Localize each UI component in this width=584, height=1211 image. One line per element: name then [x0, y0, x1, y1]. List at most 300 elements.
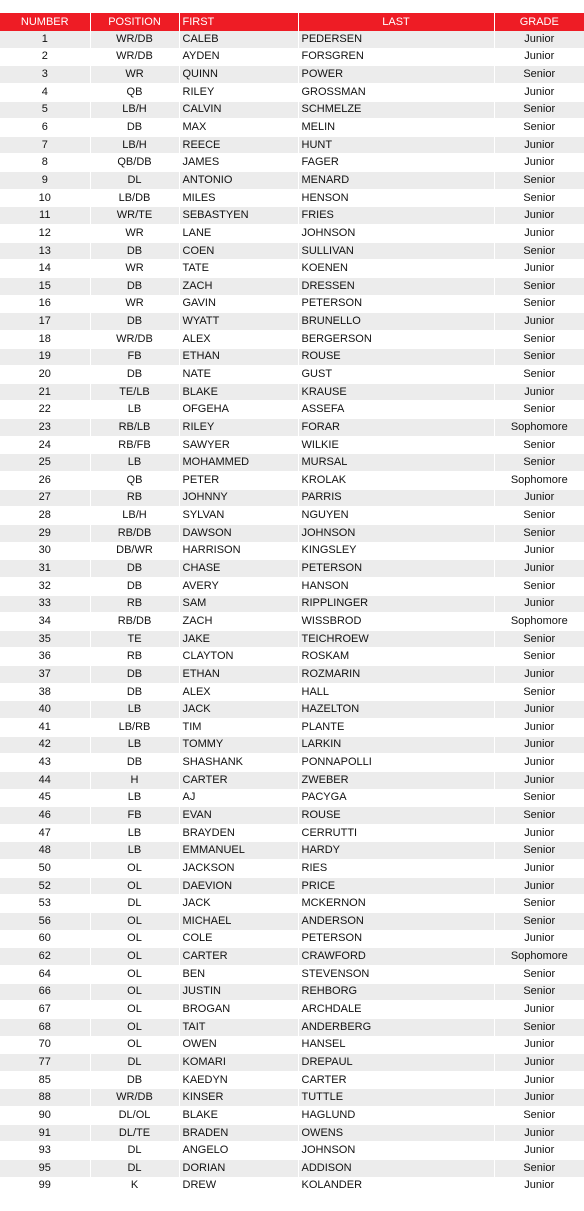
cell-last: PARRIS — [298, 489, 494, 507]
cell-last: DREPAUL — [298, 1054, 494, 1072]
cell-number: 43 — [0, 754, 90, 772]
table-row — [0, 454, 584, 472]
table-row — [0, 736, 584, 754]
table-row — [0, 419, 584, 437]
cell-first: BLAKE — [179, 383, 298, 401]
cell-last: HARDY — [298, 842, 494, 860]
table-row — [0, 83, 584, 101]
cell-first: ETHAN — [179, 348, 298, 366]
cell-position: OL — [90, 913, 179, 931]
cell-number: 20 — [0, 366, 90, 384]
cell-number: 34 — [0, 613, 90, 631]
table-row — [0, 965, 584, 983]
cell-last: FORSGREN — [298, 48, 494, 66]
cell-number: 1 — [0, 31, 90, 48]
cell-grade: Junior — [494, 1124, 584, 1142]
cell-last: CARTER — [298, 1071, 494, 1089]
table-row — [0, 807, 584, 825]
cell-grade: Junior — [494, 701, 584, 719]
cell-number: 12 — [0, 225, 90, 243]
cell-position: FB — [90, 348, 179, 366]
cell-position: WR/DB — [90, 48, 179, 66]
cell-position: DL — [90, 1054, 179, 1072]
cell-number: 24 — [0, 436, 90, 454]
cell-grade: Junior — [494, 930, 584, 948]
cell-first: ZACH — [179, 613, 298, 631]
header-row — [0, 13, 584, 31]
cell-grade: Senior — [494, 789, 584, 807]
cell-grade: Junior — [494, 1036, 584, 1054]
cell-first: JAKE — [179, 630, 298, 648]
cell-number: 33 — [0, 595, 90, 613]
cell-number: 15 — [0, 277, 90, 295]
cell-first: SHASHANK — [179, 754, 298, 772]
cell-position: LB — [90, 789, 179, 807]
cell-position: LB/H — [90, 101, 179, 119]
cell-grade: Junior — [494, 48, 584, 66]
cell-number: 18 — [0, 330, 90, 348]
cell-number: 8 — [0, 154, 90, 172]
cell-first: TAIT — [179, 1018, 298, 1036]
cell-number: 28 — [0, 507, 90, 525]
cell-grade: Senior — [494, 913, 584, 931]
cell-position: H — [90, 771, 179, 789]
cell-number: 62 — [0, 948, 90, 966]
cell-grade: Senior — [494, 842, 584, 860]
cell-position: OL — [90, 948, 179, 966]
cell-position: WR/DB — [90, 330, 179, 348]
cell-grade: Senior — [494, 1107, 584, 1125]
cell-last: MENARD — [298, 172, 494, 190]
cell-position: WR — [90, 260, 179, 278]
cell-first: AVERY — [179, 577, 298, 595]
cell-grade: Senior — [494, 524, 584, 542]
cell-position: DL/TE — [90, 1124, 179, 1142]
cell-grade: Junior — [494, 860, 584, 878]
cell-number: 13 — [0, 242, 90, 260]
cell-number: 3 — [0, 66, 90, 84]
cell-last: GUST — [298, 366, 494, 384]
cell-last: BRUNELLO — [298, 313, 494, 331]
cell-last: HANSEL — [298, 1036, 494, 1054]
cell-first: BRAYDEN — [179, 824, 298, 842]
table-row — [0, 683, 584, 701]
cell-last: TUTTLE — [298, 1089, 494, 1107]
cell-position: K — [90, 1177, 179, 1195]
cell-number: 37 — [0, 666, 90, 684]
cell-grade: Senior — [494, 366, 584, 384]
cell-first: EMMANUEL — [179, 842, 298, 860]
cell-first: ANTONIO — [179, 172, 298, 190]
cell-number: 44 — [0, 771, 90, 789]
cell-first: DAWSON — [179, 524, 298, 542]
cell-position: DB — [90, 666, 179, 684]
table-row — [0, 295, 584, 313]
cell-grade: Junior — [494, 136, 584, 154]
table-row — [0, 472, 584, 490]
table-row — [0, 895, 584, 913]
table-row — [0, 313, 584, 331]
cell-first: SAWYER — [179, 436, 298, 454]
cell-grade: Sophomore — [494, 419, 584, 437]
cell-grade: Senior — [494, 807, 584, 825]
table-row — [0, 366, 584, 384]
cell-last: PEDERSEN — [298, 31, 494, 48]
table-row — [0, 860, 584, 878]
cell-number: 42 — [0, 736, 90, 754]
cell-grade: Junior — [494, 1001, 584, 1019]
cell-number: 21 — [0, 383, 90, 401]
table-row — [0, 101, 584, 119]
cell-number: 10 — [0, 189, 90, 207]
cell-position: RB/LB — [90, 419, 179, 437]
cell-position: DL — [90, 172, 179, 190]
cell-grade: Junior — [494, 154, 584, 172]
cell-position: RB — [90, 595, 179, 613]
cell-last: REHBORG — [298, 983, 494, 1001]
cell-number: 70 — [0, 1036, 90, 1054]
cell-number: 56 — [0, 913, 90, 931]
cell-first: CARTER — [179, 948, 298, 966]
cell-first: MAX — [179, 119, 298, 137]
cell-position: DB — [90, 119, 179, 137]
cell-number: 66 — [0, 983, 90, 1001]
header-grade: GRADE — [494, 13, 584, 31]
cell-number: 47 — [0, 824, 90, 842]
cell-last: FAGER — [298, 154, 494, 172]
cell-last: GROSSMAN — [298, 83, 494, 101]
table-row — [0, 1142, 584, 1160]
cell-position: LB — [90, 701, 179, 719]
cell-first: MOHAMMED — [179, 454, 298, 472]
cell-position: TE/LB — [90, 383, 179, 401]
cell-number: 64 — [0, 965, 90, 983]
table-row — [0, 877, 584, 895]
cell-grade: Senior — [494, 242, 584, 260]
cell-number: 22 — [0, 401, 90, 419]
table-row — [0, 524, 584, 542]
cell-first: ANGELO — [179, 1142, 298, 1160]
cell-grade: Junior — [494, 207, 584, 225]
cell-last: MURSAL — [298, 454, 494, 472]
cell-grade: Senior — [494, 454, 584, 472]
cell-grade: Junior — [494, 666, 584, 684]
cell-first: SEBASTYEN — [179, 207, 298, 225]
roster-header — [0, 13, 584, 31]
cell-position: DB — [90, 366, 179, 384]
cell-first: OWEN — [179, 1036, 298, 1054]
table-row — [0, 277, 584, 295]
table-row — [0, 630, 584, 648]
cell-position: RB/FB — [90, 436, 179, 454]
cell-last: PETERSON — [298, 295, 494, 313]
cell-grade: Senior — [494, 683, 584, 701]
cell-last: PACYGA — [298, 789, 494, 807]
table-row — [0, 648, 584, 666]
cell-number: 4 — [0, 83, 90, 101]
cell-first: ALEX — [179, 683, 298, 701]
cell-number: 38 — [0, 683, 90, 701]
cell-number: 9 — [0, 172, 90, 190]
cell-grade: Junior — [494, 754, 584, 772]
table-row — [0, 842, 584, 860]
table-row — [0, 771, 584, 789]
table-row — [0, 348, 584, 366]
table-row — [0, 189, 584, 207]
cell-number: 85 — [0, 1071, 90, 1089]
cell-position: FB — [90, 807, 179, 825]
roster-table — [0, 13, 584, 1195]
table-row — [0, 225, 584, 243]
table-row — [0, 383, 584, 401]
cell-number: 19 — [0, 348, 90, 366]
header-number: NUMBER — [0, 13, 90, 31]
cell-position: DB — [90, 577, 179, 595]
cell-position: OL — [90, 1001, 179, 1019]
cell-number: 31 — [0, 560, 90, 578]
table-row — [0, 242, 584, 260]
table-row — [0, 913, 584, 931]
cell-grade: Sophomore — [494, 472, 584, 490]
cell-last: MELIN — [298, 119, 494, 137]
table-row — [0, 948, 584, 966]
cell-grade: Senior — [494, 895, 584, 913]
cell-first: ALEX — [179, 330, 298, 348]
cell-last: PRICE — [298, 877, 494, 895]
table-row — [0, 1071, 584, 1089]
cell-first: JOHNNY — [179, 489, 298, 507]
cell-grade: Sophomore — [494, 613, 584, 631]
cell-first: JACK — [179, 895, 298, 913]
cell-number: 40 — [0, 701, 90, 719]
cell-grade: Senior — [494, 401, 584, 419]
cell-first: WYATT — [179, 313, 298, 331]
table-row — [0, 31, 584, 48]
cell-position: OL — [90, 930, 179, 948]
cell-position: LB — [90, 454, 179, 472]
cell-first: BEN — [179, 965, 298, 983]
header-position: POSITION — [90, 13, 179, 31]
cell-grade: Senior — [494, 330, 584, 348]
cell-position: RB — [90, 648, 179, 666]
cell-last: POWER — [298, 66, 494, 84]
cell-first: ETHAN — [179, 666, 298, 684]
cell-first: JAMES — [179, 154, 298, 172]
table-row — [0, 1160, 584, 1178]
cell-position: OL — [90, 1018, 179, 1036]
cell-first: LANE — [179, 225, 298, 243]
cell-position: DB/WR — [90, 542, 179, 560]
cell-grade: Senior — [494, 348, 584, 366]
cell-first: REECE — [179, 136, 298, 154]
cell-position: QB — [90, 83, 179, 101]
table-row — [0, 824, 584, 842]
cell-grade: Senior — [494, 66, 584, 84]
cell-position: WR — [90, 295, 179, 313]
cell-grade: Junior — [494, 718, 584, 736]
cell-last: WILKIE — [298, 436, 494, 454]
cell-grade: Junior — [494, 736, 584, 754]
cell-last: MCKERNON — [298, 895, 494, 913]
cell-position: DB — [90, 560, 179, 578]
cell-first: SAM — [179, 595, 298, 613]
cell-first: KINSER — [179, 1089, 298, 1107]
cell-first: ZACH — [179, 277, 298, 295]
cell-last: FORAR — [298, 419, 494, 437]
cell-last: LARKIN — [298, 736, 494, 754]
cell-last: ARCHDALE — [298, 1001, 494, 1019]
cell-grade: Junior — [494, 383, 584, 401]
cell-number: 25 — [0, 454, 90, 472]
cell-grade: Junior — [494, 225, 584, 243]
cell-last: STEVENSON — [298, 965, 494, 983]
cell-last: NGUYEN — [298, 507, 494, 525]
table-row — [0, 789, 584, 807]
cell-position: TE — [90, 630, 179, 648]
cell-last: ANDERBERG — [298, 1018, 494, 1036]
cell-last: ANDERSON — [298, 913, 494, 931]
table-row — [0, 507, 584, 525]
table-row — [0, 577, 584, 595]
cell-first: KOMARI — [179, 1054, 298, 1072]
cell-last: BERGERSON — [298, 330, 494, 348]
cell-number: 53 — [0, 895, 90, 913]
cell-position: WR/DB — [90, 31, 179, 48]
cell-first: RILEY — [179, 419, 298, 437]
cell-last: RIPPLINGER — [298, 595, 494, 613]
cell-first: PETER — [179, 472, 298, 490]
cell-position: LB/H — [90, 507, 179, 525]
cell-number: 95 — [0, 1160, 90, 1178]
cell-number: 48 — [0, 842, 90, 860]
cell-grade: Senior — [494, 1018, 584, 1036]
cell-first: DORIAN — [179, 1160, 298, 1178]
cell-grade: Junior — [494, 771, 584, 789]
cell-grade: Senior — [494, 630, 584, 648]
table-row — [0, 260, 584, 278]
cell-grade: Senior — [494, 277, 584, 295]
cell-position: DB — [90, 683, 179, 701]
cell-last: ROUSE — [298, 807, 494, 825]
cell-number: 26 — [0, 472, 90, 490]
cell-last: ASSEFA — [298, 401, 494, 419]
cell-number: 67 — [0, 1001, 90, 1019]
cell-first: MILES — [179, 189, 298, 207]
cell-position: DB — [90, 1071, 179, 1089]
cell-grade: Junior — [494, 877, 584, 895]
cell-number: 30 — [0, 542, 90, 560]
cell-first: JACKSON — [179, 860, 298, 878]
cell-first: COLE — [179, 930, 298, 948]
table-row — [0, 666, 584, 684]
cell-number: 45 — [0, 789, 90, 807]
cell-position: DB — [90, 242, 179, 260]
table-row — [0, 48, 584, 66]
cell-last: PLANTE — [298, 718, 494, 736]
cell-position: WR/TE — [90, 207, 179, 225]
cell-number: 6 — [0, 119, 90, 137]
cell-number: 11 — [0, 207, 90, 225]
cell-number: 41 — [0, 718, 90, 736]
table-row — [0, 1177, 584, 1195]
cell-first: TIM — [179, 718, 298, 736]
cell-first: CALEB — [179, 31, 298, 48]
cell-grade: Senior — [494, 119, 584, 137]
cell-last: CERRUTTI — [298, 824, 494, 842]
cell-grade: Junior — [494, 595, 584, 613]
cell-first: QUINN — [179, 66, 298, 84]
cell-last: RIES — [298, 860, 494, 878]
cell-grade: Junior — [494, 824, 584, 842]
cell-first: DAEVION — [179, 877, 298, 895]
cell-number: 23 — [0, 419, 90, 437]
cell-number: 90 — [0, 1107, 90, 1125]
table-row — [0, 436, 584, 454]
cell-position: LB/DB — [90, 189, 179, 207]
cell-first: MICHAEL — [179, 913, 298, 931]
cell-position: LB — [90, 842, 179, 860]
cell-last: JOHNSON — [298, 225, 494, 243]
cell-first: BRADEN — [179, 1124, 298, 1142]
cell-position: DB — [90, 277, 179, 295]
cell-first: TATE — [179, 260, 298, 278]
table-row — [0, 595, 584, 613]
cell-last: ROUSE — [298, 348, 494, 366]
cell-position: OL — [90, 1036, 179, 1054]
cell-last: JOHNSON — [298, 1142, 494, 1160]
table-row — [0, 542, 584, 560]
table-row — [0, 330, 584, 348]
table-row — [0, 1018, 584, 1036]
cell-number: 91 — [0, 1124, 90, 1142]
cell-number: 16 — [0, 295, 90, 313]
cell-last: ROSKAM — [298, 648, 494, 666]
cell-grade: Senior — [494, 983, 584, 1001]
cell-number: 7 — [0, 136, 90, 154]
cell-number: 14 — [0, 260, 90, 278]
table-row — [0, 1036, 584, 1054]
cell-last: PONNAPOLLI — [298, 754, 494, 772]
cell-grade: Junior — [494, 260, 584, 278]
cell-grade: Junior — [494, 1177, 584, 1195]
table-row — [0, 1124, 584, 1142]
cell-number: 68 — [0, 1018, 90, 1036]
cell-last: CRAWFORD — [298, 948, 494, 966]
cell-grade: Sophomore — [494, 948, 584, 966]
cell-last: HANSON — [298, 577, 494, 595]
table-row — [0, 401, 584, 419]
cell-position: LB — [90, 824, 179, 842]
cell-last: KOLANDER — [298, 1177, 494, 1195]
table-row — [0, 172, 584, 190]
cell-grade: Junior — [494, 560, 584, 578]
roster-body — [0, 31, 584, 1195]
cell-last: WISSBROD — [298, 613, 494, 631]
cell-first: EVAN — [179, 807, 298, 825]
cell-last: KRAUSE — [298, 383, 494, 401]
cell-grade: Junior — [494, 1054, 584, 1072]
cell-number: 29 — [0, 524, 90, 542]
table-row — [0, 119, 584, 137]
cell-number: 60 — [0, 930, 90, 948]
cell-grade: Junior — [494, 83, 584, 101]
cell-last: HAZELTON — [298, 701, 494, 719]
cell-position: QB/DB — [90, 154, 179, 172]
cell-last: SULLIVAN — [298, 242, 494, 260]
table-row — [0, 754, 584, 772]
cell-first: GAVIN — [179, 295, 298, 313]
cell-first: NATE — [179, 366, 298, 384]
